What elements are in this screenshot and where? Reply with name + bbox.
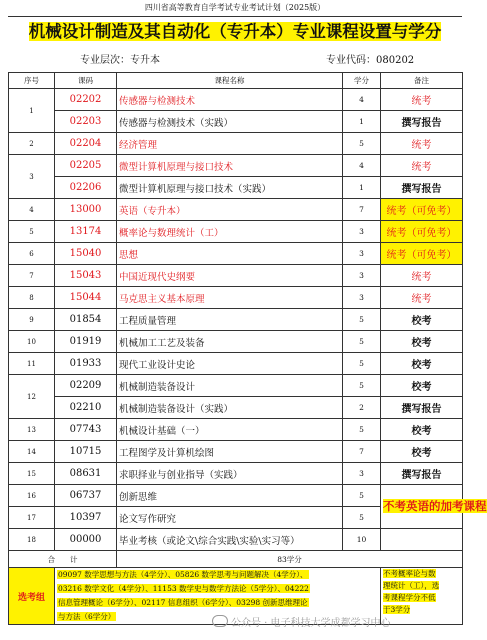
- course-code: 00000: [55, 529, 117, 551]
- course-code: 15044: [55, 287, 117, 309]
- course-credit: 1: [343, 177, 381, 199]
- table-row: [9, 89, 463, 111]
- watermark: [212, 614, 391, 629]
- course-note: 校考: [381, 419, 463, 441]
- table-row: [9, 177, 463, 199]
- elective-line: 与方法（6学分）: [58, 612, 116, 621]
- course-note: 校考: [381, 331, 463, 353]
- row-seq: 7: [9, 265, 55, 287]
- column-header: 课程名称: [117, 73, 343, 89]
- elective-note: [381, 568, 463, 625]
- total-value: 83学分: [117, 551, 463, 568]
- table-row: [9, 309, 463, 331]
- course-note: 撰写报告: [381, 397, 463, 419]
- course-note: 统考: [381, 133, 463, 155]
- course-name: 英语（专升本）: [117, 199, 343, 221]
- table-row: [9, 199, 463, 221]
- course-credit: 2: [343, 397, 381, 419]
- merged-note-text: 不考英语的加考课程: [383, 499, 487, 513]
- row-seq: 18: [9, 529, 55, 551]
- course-code: 15040: [55, 243, 117, 265]
- course-name: 概率论与数理统计（工）: [117, 221, 343, 243]
- table-row: [9, 133, 463, 155]
- course-credit: 5: [343, 375, 381, 397]
- elective-note-line: 不考概率论与数: [383, 569, 436, 578]
- page-title-wrap: [0, 20, 470, 44]
- course-credit: 3: [343, 243, 381, 265]
- course-code: 10715: [55, 441, 117, 463]
- course-credit: 7: [343, 199, 381, 221]
- row-seq: 13: [9, 419, 55, 441]
- column-header: 课码: [55, 73, 117, 89]
- page-title: 机械设计制造及其自动化（专升本）专业课程设置与学分: [28, 22, 442, 41]
- course-credit: 5: [343, 331, 381, 353]
- row-seq: 17: [9, 507, 55, 529]
- elective-note-line: 理统计（工），选: [383, 581, 440, 590]
- table-row: [9, 111, 463, 133]
- course-code: 02203: [55, 111, 117, 133]
- course-note: [381, 529, 463, 551]
- course-name: 工程图学及计算机绘图: [117, 441, 343, 463]
- plan-header: 四川省高等教育自学考试专业考试计划（2025版）: [144, 3, 326, 12]
- course-note: 撰写报告: [381, 111, 463, 133]
- table-row: [9, 221, 463, 243]
- row-seq: 6: [9, 243, 55, 265]
- course-code: 15043: [55, 265, 117, 287]
- course-note: 统考（可免考）: [381, 199, 463, 221]
- elective-line: 03216 数学文化（4学分）、11153 数学史与数学方法论（5学分）、04222: [58, 584, 309, 593]
- course-credit: 4: [343, 89, 381, 111]
- total-row: [9, 551, 463, 568]
- course-code: 02204: [55, 133, 117, 155]
- table-row: [9, 331, 463, 353]
- course-code: 02202: [55, 89, 117, 111]
- table-row: [9, 353, 463, 375]
- course-note: 校考: [381, 353, 463, 375]
- column-header: 序号: [9, 73, 55, 89]
- elective-line: 09097 数学思想与方法（4学分）、05826 数学思考与问题解决（4学分）、: [58, 570, 308, 579]
- row-seq: 4: [9, 199, 55, 221]
- course-note: 校考: [381, 375, 463, 397]
- course-code: 02206: [55, 177, 117, 199]
- course-note: 统考: [381, 155, 463, 177]
- elective-note-line: 考课程学分不低: [383, 593, 436, 602]
- course-credit: 5: [343, 507, 381, 529]
- major-level: 专业层次：专升本: [80, 55, 160, 66]
- table-row: [9, 397, 463, 419]
- table-row: [9, 375, 463, 397]
- elective-label: 选考组: [9, 568, 55, 625]
- course-note: 校考: [381, 309, 463, 331]
- course-note: 统考: [381, 89, 463, 111]
- course-note: 撰写报告: [381, 177, 463, 199]
- course-code: 01919: [55, 331, 117, 353]
- row-seq: 8: [9, 287, 55, 309]
- wechat-icon: [212, 615, 228, 627]
- table-row: [9, 463, 463, 485]
- course-credit: 3: [343, 287, 381, 309]
- table-row: [9, 485, 463, 507]
- table-row: [9, 287, 463, 309]
- course-credit: 5: [343, 485, 381, 507]
- course-name: 传感器与检测技术（实践）: [117, 111, 343, 133]
- header-divider: [8, 16, 462, 17]
- course-note: 校考: [381, 441, 463, 463]
- course-name: 机械加工工艺及装备: [117, 331, 343, 353]
- course-note: 统考（可免考）: [381, 243, 463, 265]
- course-code: 02210: [55, 397, 117, 419]
- course-code: 08631: [55, 463, 117, 485]
- course-code: 13174: [55, 221, 117, 243]
- merged-note: [381, 485, 487, 529]
- course-note: 统考: [381, 287, 463, 309]
- course-name: 机械制造装备设计: [117, 375, 343, 397]
- table-row: [9, 155, 463, 177]
- course-name: 传感器与检测技术: [117, 89, 343, 111]
- course-note: 统考（可免考）: [381, 221, 463, 243]
- course-credit: 1: [343, 111, 381, 133]
- course-credit: 4: [343, 155, 381, 177]
- course-code: 07743: [55, 419, 117, 441]
- major-code: 专业代码：080202: [326, 55, 415, 66]
- course-note: 撰写报告: [381, 463, 463, 485]
- column-header: 学分: [343, 73, 381, 89]
- course-code: 06737: [55, 485, 117, 507]
- course-code: 02205: [55, 155, 117, 177]
- course-name: 中国近现代史纲要: [117, 265, 343, 287]
- table-row: [9, 243, 463, 265]
- course-name: 马克思主义基本原理: [117, 287, 343, 309]
- course-name: 机械设计基础（一）: [117, 419, 343, 441]
- course-name: 论文写作研究: [117, 507, 343, 529]
- watermark-text: 公众号 · 电子科技大学成都学习中心: [231, 618, 391, 629]
- course-credit: 10: [343, 529, 381, 551]
- course-name: 现代工业设计史论: [117, 353, 343, 375]
- row-seq: 16: [9, 485, 55, 507]
- course-name: 微型计算机原理与接口技术（实践）: [117, 177, 343, 199]
- table-row: [9, 265, 463, 287]
- course-name: 微型计算机原理与接口技术: [117, 155, 343, 177]
- total-label: 合 计: [9, 551, 117, 568]
- row-seq: 14: [9, 441, 55, 463]
- course-credit: 3: [343, 221, 381, 243]
- course-code: 13000: [55, 199, 117, 221]
- column-header: 备注: [381, 73, 463, 89]
- course-credit: 7: [343, 441, 381, 463]
- course-credit: 5: [343, 353, 381, 375]
- elective-line: 信息管理概论（6学分）、02117 信息组织（6学分）、03298 创新思维理论: [58, 598, 308, 607]
- row-seq: 12: [9, 375, 55, 419]
- course-credit: 5: [343, 309, 381, 331]
- row-seq: 3: [9, 155, 55, 199]
- row-seq: 1: [9, 89, 55, 133]
- row-seq: 15: [9, 463, 55, 485]
- table-row: [9, 419, 463, 441]
- course-name: 工程质量管理: [117, 309, 343, 331]
- course-name: 思想: [117, 243, 343, 265]
- course-name: 经济管理: [117, 133, 343, 155]
- row-seq: 9: [9, 309, 55, 331]
- course-code: 01933: [55, 353, 117, 375]
- course-code: 02209: [55, 375, 117, 397]
- course-credit: 3: [343, 265, 381, 287]
- course-credit: 5: [343, 133, 381, 155]
- course-name: 机械制造装备设计（实践）: [117, 397, 343, 419]
- course-credit: 5: [343, 419, 381, 441]
- course-name: 求职择业与创业指导（实践）: [117, 463, 343, 485]
- row-seq: 11: [9, 353, 55, 375]
- row-seq: 5: [9, 221, 55, 243]
- table-row: [9, 441, 463, 463]
- course-table: [8, 72, 487, 625]
- course-code: 01854: [55, 309, 117, 331]
- course-code: 10397: [55, 507, 117, 529]
- elective-note-line: 于3学分: [383, 605, 411, 614]
- course-credit: 3: [343, 463, 381, 485]
- row-seq: 2: [9, 133, 55, 155]
- course-name: 创新思维: [117, 485, 343, 507]
- course-note: 统考: [381, 265, 463, 287]
- course-name: 毕业考核（或论文\综合实践\实验\实习等）: [117, 529, 343, 551]
- table-header-row: [9, 73, 463, 89]
- row-seq: 10: [9, 331, 55, 353]
- table-row: [9, 529, 463, 551]
